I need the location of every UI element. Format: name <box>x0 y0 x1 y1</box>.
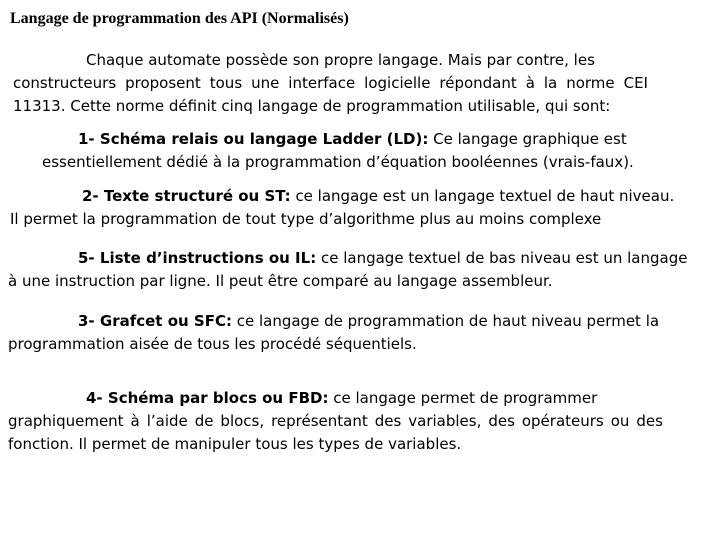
intro-line-3: 11313. Cette norme définit cinq langage de programmation utilisable, qui sont: <box>13 97 611 115</box>
item-sfc-line-2: programmation aisée de tous les procédé séquentiels. <box>8 335 417 353</box>
item-st-label: 2- Texte structuré ou ST: <box>82 187 291 205</box>
item-il <box>8 247 708 293</box>
item-st-line-2: Il permet la programmation de tout type d’algorithme plus au moins complexe <box>10 210 602 228</box>
item-ld <box>42 128 702 174</box>
item-fbd-label: 4- Schéma par blocs ou FBD: <box>86 389 329 407</box>
item-il-label: 5- Liste d’instructions ou IL: <box>78 249 317 267</box>
item-ld-text-1: Ce langage graphique est <box>428 130 627 148</box>
item-il-line-1 <box>8 247 708 270</box>
item-sfc-line-1 <box>8 310 708 333</box>
item-fbd-line-3: fonction. Il permet de manipuler tous les types de variables. <box>8 435 462 453</box>
intro-paragraph <box>13 49 697 118</box>
intro-line-1: Chaque automate possède son propre langage. Mais par contre, les <box>86 51 595 69</box>
item-st-text-1: ce langage est un langage textuel de haut niveau. <box>290 187 675 205</box>
item-fbd-line-1 <box>8 387 708 410</box>
item-fbd-text-1: ce langage permet de programmer <box>328 389 598 407</box>
item-il-text-1: ce langage textuel de bas niveau est un langage <box>316 249 688 267</box>
item-ld-line-1 <box>42 128 702 151</box>
item-sfc-text-1: ce langage de programmation de haut niveau permet la <box>231 312 660 330</box>
item-st-line-1 <box>10 185 700 208</box>
item-il-line-2: à une instruction par ligne. Il peut être comparé au langage assembleur. <box>8 272 553 290</box>
item-ld-label: 1- Schéma relais ou langage Ladder (LD): <box>78 130 429 148</box>
page-title: Langage de programmation des API (Normalisés) <box>10 10 349 27</box>
item-sfc-label: 3- Grafcet ou SFC: <box>78 312 232 330</box>
item-st <box>10 185 700 231</box>
item-ld-line-2: essentiellement dédié à la programmation d’équation booléennes (vrais-faux). <box>42 153 634 171</box>
item-fbd-line-2: graphiquement à l’aide de blocs, représentant des variables, des opérateurs ou des <box>8 412 663 430</box>
intro-line-2: constructeurs proposent tous une interface logicielle répondant à la norme CEI <box>13 74 648 92</box>
item-fbd <box>8 387 708 456</box>
item-sfc <box>8 310 708 356</box>
